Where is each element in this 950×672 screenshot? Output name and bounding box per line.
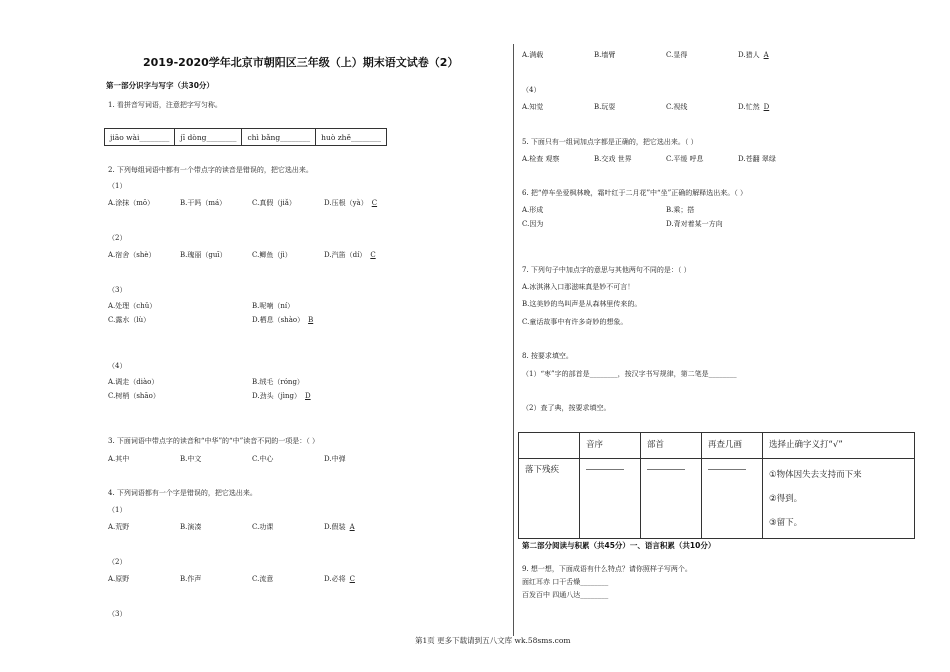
q2-s3-option-b: B.呢喃（ní） [252, 302, 295, 310]
q2-s4-option-b: B.绒毛（róng） [252, 378, 304, 386]
q2-s4-option-a: A.调走（diào） [108, 378, 159, 386]
q3-option-d: D.中弹 [324, 455, 346, 463]
dict-header-blank [519, 433, 580, 459]
dict-strokes-cell[interactable] [702, 459, 763, 539]
q4-sub4-label: （4） [522, 86, 541, 94]
dict-header-bushou: 部首 [641, 433, 702, 459]
q2-s4-answer: D [305, 392, 311, 400]
q2-sub3-label: （3） [108, 286, 127, 294]
q2-s4-option-c: C.树梢（shāo） [108, 392, 160, 400]
page-title: 2019-2020学年北京市朝阳区三年级（上）期末语文试卷（2） [143, 56, 459, 69]
pinyin-cell-2[interactable]: jī dòng________ [175, 129, 242, 146]
q7-text: 7. 下列句子中加点字的意思与其他两句不同的是：（ ） [522, 266, 691, 274]
q4-sub2-label: （2） [108, 558, 127, 566]
dict-option-1[interactable]: ①物体因失去支持而下来 [769, 469, 862, 480]
dict-yinxu-cell[interactable] [580, 459, 641, 539]
blank-line [708, 469, 746, 470]
dict-option-3[interactable]: ③留下。 [769, 517, 803, 528]
q4-s2-option-a: A.原野 [108, 575, 130, 583]
q2-s4-option-d: D.劲头（jìng） D [252, 392, 311, 400]
q2-s1-option-d: D.压根（yà） C [324, 199, 378, 207]
q2-sub1-label: （1） [108, 182, 127, 190]
q2-sub4-label: （4） [108, 362, 127, 370]
dict-header-yinxu: 音序 [580, 433, 641, 459]
q4-text: 4. 下列词语都有一个字是错误的，把它选出来。 [108, 489, 257, 497]
q4-sub3-label: （3） [108, 610, 127, 618]
dict-row-label: 落下残疾 [519, 459, 580, 539]
pinyin-cell-4[interactable]: huò zhě________ [316, 129, 387, 146]
q4-s4-option-d: D.忙然 D [738, 103, 770, 111]
q2-s2-answer: C [370, 251, 376, 259]
dict-header-meaning: 选择止确字义打“√” [763, 433, 915, 459]
q4-s2-answer: C [349, 575, 355, 583]
pinyin-table [104, 128, 387, 146]
q4-s3-option-a: A.满载 [522, 51, 544, 59]
q2-s1-option-b: B.干吗（má） [180, 199, 227, 207]
q8-sub1: （1）“枣”字的部首是________，按汉字书写规律，第二笔是________ [522, 370, 737, 378]
q2-s1-option-a: A.涂抹（mō） [108, 199, 155, 207]
q8-sub2: （2）查了典，按要求填空。 [522, 404, 611, 412]
q2-text: 2. 下列每组词语中都有一个带点字的读音是错误的，把它选出来。 [108, 166, 313, 174]
q4-sub1-label: （1） [108, 506, 127, 514]
pinyin-cell-3[interactable]: chì bǎng________ [242, 129, 316, 146]
q9-line1: 面红耳赤 口干舌燥________ [522, 578, 609, 586]
blank-line [586, 469, 624, 470]
blank-line [647, 469, 685, 470]
q4-s2-option-d: D.必将 C [324, 575, 355, 583]
dict-options-cell [763, 459, 915, 539]
q5-option-b: B.交戏 世界 [594, 155, 632, 163]
q4-s3-answer: A [763, 51, 769, 59]
q4-s1-option-d: D.假装 A [324, 523, 355, 531]
q4-s4-option-b: B.玩耍 [594, 103, 616, 111]
q5-option-a: A.检查 观察 [522, 155, 560, 163]
q6-text: 6. 把“停车坐爱枫林晚，霜叶红于二月花”中“坐”正确的解释选出来。（ ） [522, 189, 747, 197]
q2-s3-option-d: D.栖息（shào） B [252, 316, 314, 324]
q3-text: 3. 下面词语中带点字的读音和“中华”的“中”读音不同的一项是：（ ） [108, 437, 319, 445]
q4-s4-option-a: A.知觉 [522, 103, 544, 111]
q2-s3-option-a: A.处理（chǔ） [108, 302, 157, 310]
q3-option-a: A.其中 [108, 455, 130, 463]
q6-option-d: D.背对着某一方向 [666, 220, 723, 228]
q2-sub2-label: （2） [108, 234, 127, 242]
q9-text: 9. 想一想，下面成语有什么特点？请你照样子写两个。 [522, 565, 692, 573]
q4-s3-option-b: B.墙臂 [594, 51, 616, 59]
q9-line2: 百发百中 四通八达________ [522, 591, 609, 599]
q2-s2-option-d: D.汽笛（dí） C [324, 251, 376, 259]
q3-option-b: B.中文 [180, 455, 202, 463]
q4-s1-answer: A [349, 523, 355, 531]
q7-option-b: B.这美妙的鸟叫声是从森林里传来的。 [522, 300, 642, 308]
q2-s3-answer: B [308, 316, 314, 324]
q5-text: 5. 下面只有一组词加点字都是正确的，把它选出来。（ ） [522, 138, 698, 146]
q2-s3-option-c: C.露水（lù） [108, 316, 151, 324]
pinyin-cell-1[interactable]: jiāo wài________ [105, 129, 175, 146]
q4-s1-option-a: A.荒野 [108, 523, 130, 531]
q6-option-b: B.乘；搭 [666, 206, 695, 214]
column-divider [513, 44, 514, 636]
q7-option-c: C.童话故事中有许多奇妙的想象。 [522, 318, 628, 326]
q4-s4-option-c: C.视线 [666, 103, 688, 111]
q2-s2-option-c: C.鲫鱼（jì） [252, 251, 292, 259]
dict-option-2[interactable]: ②得到。 [769, 493, 803, 504]
q2-s2-option-b: B.瑰丽（guī） [180, 251, 227, 259]
dictionary-table [518, 432, 915, 539]
q4-s1-option-b: B.演凑 [180, 523, 202, 531]
q4-s1-option-c: C.功课 [252, 523, 274, 531]
q7-option-a: A.冰淇淋入口那滋味真是妙不可言！ [522, 283, 635, 291]
page-footer: 第1页 更多下载请到五八文库 wk.58sms.com [415, 636, 571, 645]
q4-s4-answer: D [763, 103, 770, 111]
q5-option-c: C.平缓 呼息 [666, 155, 704, 163]
q4-s2-option-c: C.流意 [252, 575, 274, 583]
q2-s2-option-a: A.宿舍（shè） [108, 251, 156, 259]
q1-text: 1. 看拼音写词语，注意把字写匀称。 [108, 101, 222, 109]
q6-option-a: A.形成 [522, 206, 544, 214]
part1-heading: 第一部分识字与写字（共30分） [106, 81, 214, 90]
part2-heading: 第二部分阅读与积累（共45分）一、语言积累（共10分） [522, 541, 716, 550]
q8-text: 8. 按要求填空。 [522, 352, 573, 360]
q2-s1-option-c: C.真假（jiǎ） [252, 199, 296, 207]
q2-s1-answer: C [371, 199, 378, 207]
q4-s2-option-b: B.作声 [180, 575, 202, 583]
q6-option-c: C.因为 [522, 220, 544, 228]
q4-s3-option-d: D.猎人 A [738, 51, 769, 59]
dict-bushou-cell[interactable] [641, 459, 702, 539]
q4-s3-option-c: C.显得 [666, 51, 688, 59]
q5-option-d: D.苍翻 翠绿 [738, 155, 776, 163]
q3-option-c: C.中心 [252, 455, 274, 463]
dict-header-strokes: 再查几画 [702, 433, 763, 459]
